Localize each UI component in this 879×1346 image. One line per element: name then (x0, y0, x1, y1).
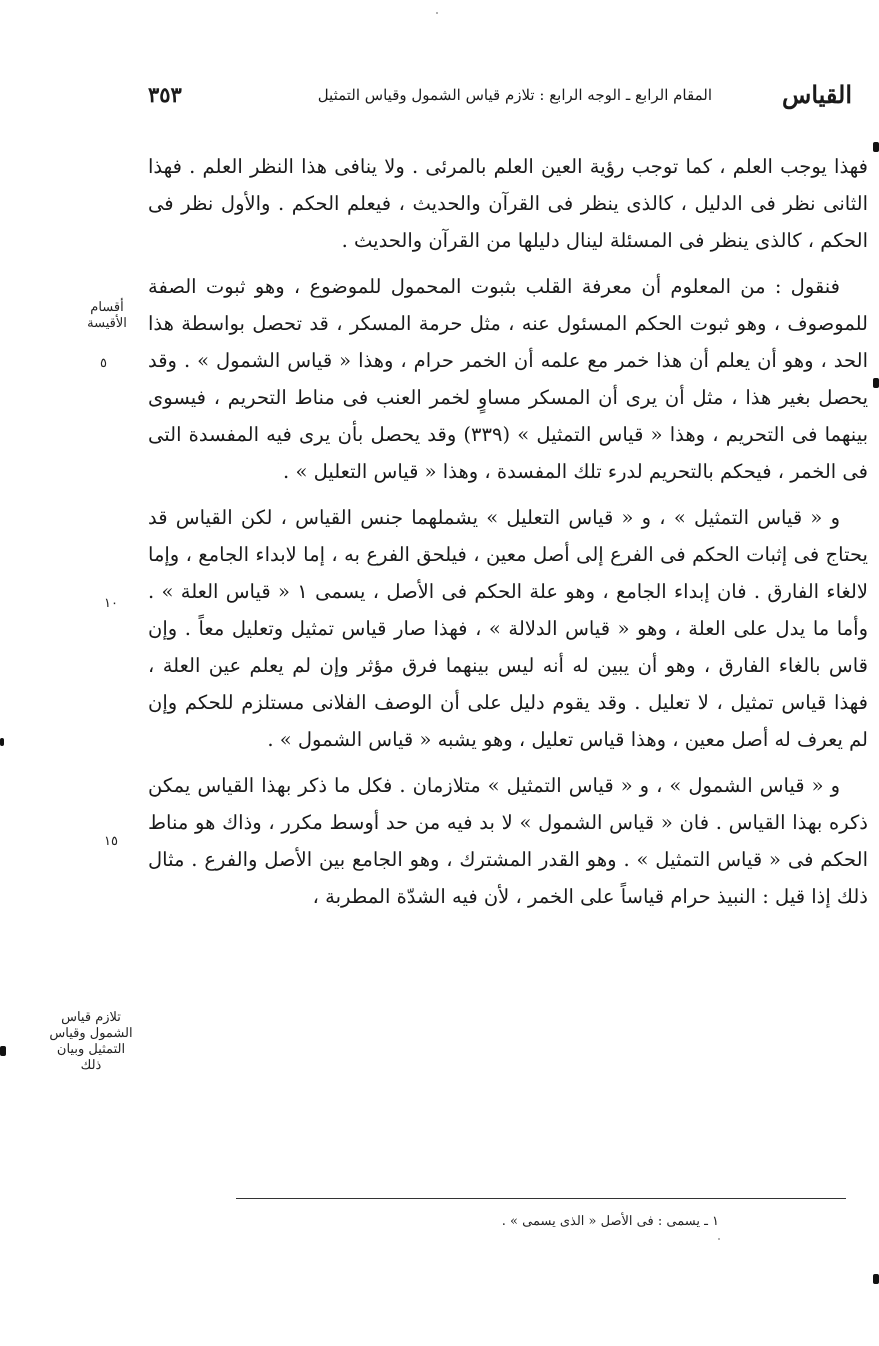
paragraph-4: و « قياس الشمول » ، و « قياس التمثيل » متلازمان . فكل ما ذكر بهذا القياس يمكن ذكره بهذا القياس . فان « قياس الشمول » لا بد فيه من حد أوسط مكرر ، وذاك هو مناط الحكم فى « قياس التمثيل » . وهو القدر المشترك ، وهو الجامع بين الأصل والفرع . مثال ذلك إذا قيل : النبيذ حرام قياساً على الخمر ، لأن فيه الشدّة المطربة ، (148, 774, 868, 908)
margin-note-types-of-analogy: أقسام الأقيسة (87, 300, 127, 331)
section-title: المقام الرابع ـ الوجه الرابع : تلازم قياس الشمول وقياس التمثيل (317, 86, 712, 104)
scan-edge-mark (873, 1274, 879, 1284)
page-number: ٣٥٣ (148, 82, 182, 107)
footnote: ١ ـ يسمى : فى الأصل « الذى يسمى » . (501, 1214, 719, 1229)
scan-edge-mark (0, 738, 4, 746)
footnote-divider (236, 1198, 846, 1199)
paragraph-1: فهذا يوجب العلم ، كما توجب رؤية العين العلم بالمرئى . ولا ينافى هذا النظر العلم . فهذا الثانى نظر فى الدليل ، كالذى ينظر فى القرآن والحديث ، فيعلم الحكم . والأول نظر فى الحكم ، كالذى ينظر فى المسئلة لينال دليلها من القرآن والحديث . (148, 155, 868, 252)
running-header (140, 80, 852, 112)
main-text (148, 148, 868, 924)
scan-edge-mark (0, 1046, 6, 1056)
paragraph-2: فنقول : من المعلوم أن معرفة القلب بثبوت المحمول للموضوع ، وهو ثبوت الصفة للموصوف ، وهو ثبوت الحكم المسئول عنه ، مثل حرمة المسكر ، قد تحصل بواسطة هذا الحد ، وهو أن يعلم أن هذا خمر مع علمه أن الخمر حرام ، وهذا « قياس الشمول » . وقد يحصل بغير هذا ، مثل أن يرى أن المسكر مساوٍ لخمر العنب فى مناط التحريم ، فيسوى بينهما فى التحريم ، وهذا « قياس التمثيل » (٣٣٩) وقد يحصل بأن يرى فيه المفسدة التى فى الخمر ، فيحكم بالتحريم لدرء تلك المفسدة ، وهذا « قياس التعليل » . (148, 275, 869, 483)
margin-note-correlation: تلازم قياس الشمول وقياس التمثيل وبيان ذلك (49, 1010, 133, 1073)
line-number-15: ١٥ (104, 834, 118, 849)
line-number-10: ١٠ (104, 596, 118, 611)
scan-edge-mark (873, 378, 879, 388)
scan-speck (436, 12, 438, 14)
chapter-title: القياس (782, 80, 852, 109)
scan-speck (718, 1238, 720, 1240)
scan-edge-mark (873, 142, 879, 152)
paragraph-3: و « قياس التمثيل » ، و « قياس التعليل » يشملهما جنس القياس ، لكن القياس قد يحتاج فى إثبات الحكم فى الفرع إلى أصل معين ، فيلحق الفرع به ، إما لابداء الجامع ، وإما لالغاء الفارق . فان إبداء الجامع ، وهو علة الحكم فى الأصل ، يسمى ١ « قياس العلة » . وأما ما يدل على العلة ، وهو « قياس الدلالة » ، فهذا صار قياس تمثيل وتعليل معاً . وإن قاس بالغاء الفارق ، وهو أن يبين له أنه ليس بينهما فرق مؤثر وإن لم يعلم عين العلة ، فهذا قياس تمثيل ، لا تعليل . وقد يقوم دليل على أن الوصف الفلانى مستلزم للحكم وإن لم يعرف له أصل معين ، وهذا قياس تعليل ، وهو يشبه « قياس الشمول » . (148, 506, 868, 751)
line-number-5: ٥ (100, 356, 107, 371)
